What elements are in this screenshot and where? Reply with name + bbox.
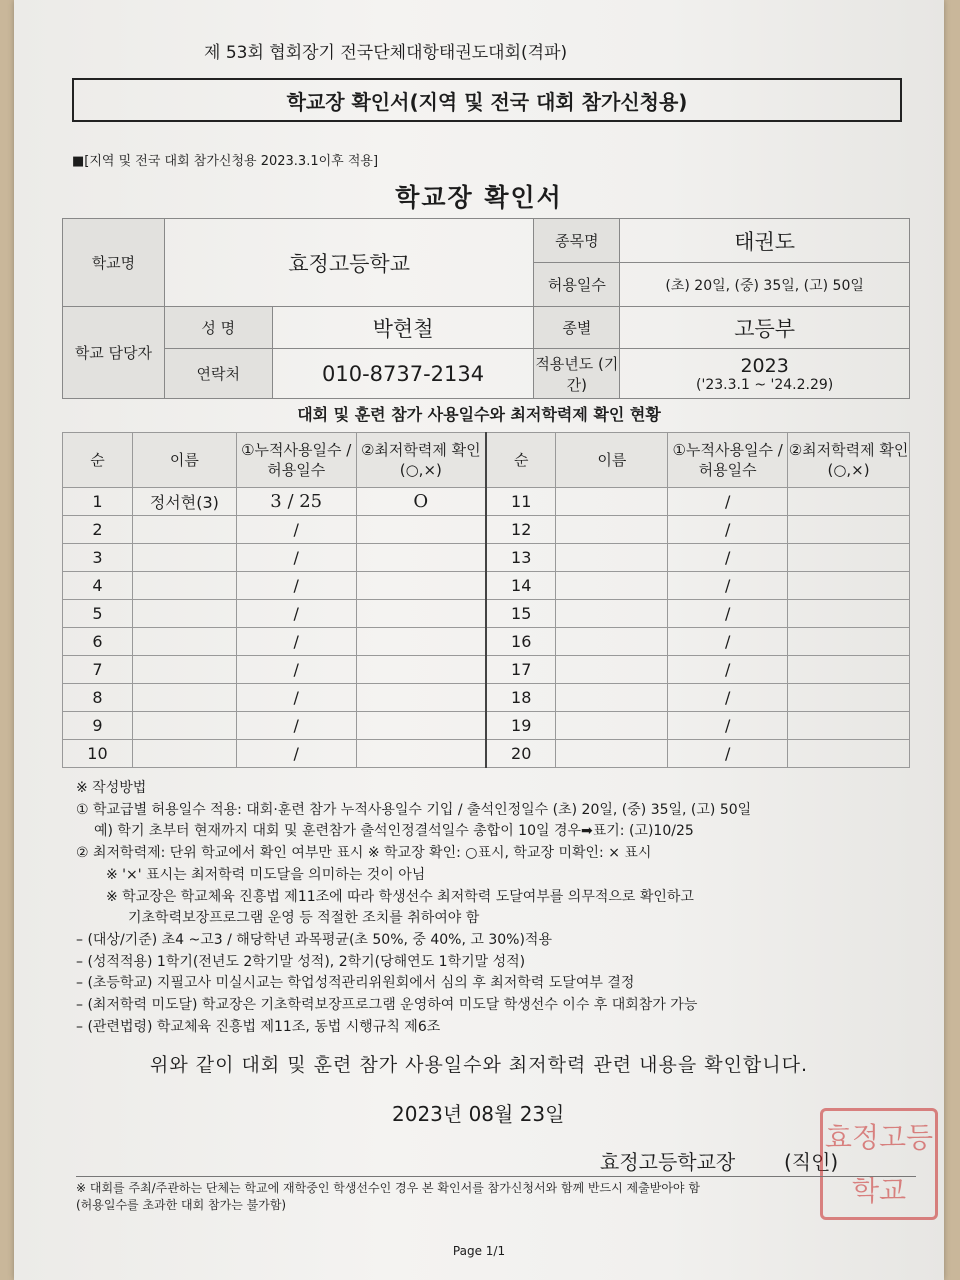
row-no: 6	[63, 628, 133, 656]
row-check	[788, 516, 910, 544]
row-no: 9	[63, 712, 133, 740]
official-seal-icon: 효정 고등 학교	[820, 1108, 938, 1220]
row-check	[356, 516, 486, 544]
row-days: /	[668, 488, 788, 516]
row-name	[556, 628, 668, 656]
instructions	[76, 778, 751, 1038]
row-no: 10	[63, 740, 133, 768]
row-name	[132, 656, 236, 684]
row-name	[556, 656, 668, 684]
row-check	[788, 740, 910, 768]
row-days: /	[236, 684, 356, 712]
instruction-line: – (초등학교) 지필고사 미실시교는 학업성적관리위원회에서 심의 후 최저학력 도달여부 결정	[76, 975, 635, 992]
table-row	[63, 488, 910, 516]
row-check	[356, 600, 486, 628]
row-name	[556, 712, 668, 740]
row-check	[356, 684, 486, 712]
row-no: 15	[486, 600, 556, 628]
row-no: 16	[486, 628, 556, 656]
footnote	[76, 1180, 700, 1214]
division-label: 종별	[534, 307, 620, 349]
table-row	[63, 712, 910, 740]
contact-label: 연락처	[164, 349, 272, 399]
period-label: 적용년도 (기간)	[534, 349, 620, 399]
row-check	[356, 740, 486, 768]
header-check: ②최저학력제 확인(○,×)	[356, 433, 486, 488]
row-check	[356, 628, 486, 656]
table-row	[63, 516, 910, 544]
banner-title: 학교장 확인서(지역 및 전국 대회 참가신청용)	[72, 78, 902, 122]
row-no: 14	[486, 572, 556, 600]
row-days: /	[236, 600, 356, 628]
row-name	[556, 600, 668, 628]
row-no: 12	[486, 516, 556, 544]
table-row	[63, 572, 910, 600]
row-no: 4	[63, 572, 133, 600]
row-no: 20	[486, 740, 556, 768]
row-days: /	[668, 516, 788, 544]
participation-table	[62, 432, 910, 768]
contact-value: 010-8737-2134	[272, 349, 534, 399]
row-days: 3 / 25	[236, 488, 356, 516]
applicability-note: ■[지역 및 전국 대회 참가신청용 2023.3.1이후 적용]	[72, 154, 379, 169]
row-days: /	[236, 572, 356, 600]
row-days: /	[668, 684, 788, 712]
row-name: 정서현(3)	[132, 488, 236, 516]
footnote-line: ※ 대회를 주최/주관하는 단체는 학교에 재학중인 학생선수인 경우 본 확인서를 참가신청서와 함께 반드시 제출받아야 함	[76, 1181, 700, 1195]
instruction-line: ① 학교급별 허용일수 적용: 대회·훈련 참가 누적사용일수 기입 / 출석인정일수 (초) 20일, (중) 35일, (고) 50일	[76, 801, 752, 818]
instruction-line: – (최저학력 미도달) 학교장은 기초학력보장프로그램 운영하여 미도달 학생선수 이수 후 대회참가 가능	[76, 997, 698, 1014]
page-number: Page 1/1	[452, 1244, 506, 1258]
row-no: 17	[486, 656, 556, 684]
instruction-line: – (성적적용) 1학기(전년도 2학기말 성적), 2학기(당해연도 1학기말 성적)	[76, 953, 526, 970]
row-no: 11	[486, 488, 556, 516]
instruction-line: ② 최저학력제: 단위 학교에서 확인 여부만 표시 ※ 학교장 확인: ○표시, 학교장 미확인: × 표시	[76, 845, 652, 862]
row-check	[356, 712, 486, 740]
row-days: /	[668, 544, 788, 572]
row-check	[356, 544, 486, 572]
table-row	[63, 600, 910, 628]
header-no: 순	[63, 433, 133, 488]
row-days: /	[668, 712, 788, 740]
row-days: /	[668, 600, 788, 628]
row-days: /	[668, 628, 788, 656]
school-name: 효정고등학교	[164, 219, 534, 307]
row-days: /	[668, 656, 788, 684]
principal-title: 효정고등학교장	[600, 1150, 736, 1174]
row-check	[356, 572, 486, 600]
row-no: 7	[63, 656, 133, 684]
row-name	[132, 544, 236, 572]
manager-name: 박현철	[272, 307, 534, 349]
row-name	[556, 572, 668, 600]
row-name	[556, 488, 668, 516]
instruction-line: – (관련법령) 학교체육 진흥법 제11조, 동법 시행규칙 제6조	[76, 1018, 441, 1035]
row-no: 5	[63, 600, 133, 628]
school-label: 학교명	[63, 219, 165, 307]
form-title: 학교장 확인서	[395, 183, 563, 212]
row-check	[788, 712, 910, 740]
header-check: ②최저학력제 확인(○,×)	[788, 433, 910, 488]
instruction-line: ※ 학교장은 학교체육 진흥법 제11조에 따라 학생선수 최저학력 도달여부를 의무적으로 확인하고	[106, 888, 694, 905]
row-name	[132, 600, 236, 628]
instruction-line: – (대상/기준) 초4 ~고3 / 해당학년 과목평균(초 50%, 중 40%, 고 30%)적용	[76, 931, 552, 948]
row-check	[788, 656, 910, 684]
row-no: 18	[486, 684, 556, 712]
row-check	[788, 600, 910, 628]
sport-label: 종목명	[534, 219, 620, 263]
confirmation-statement: 위와 같이 대회 및 훈련 참가 사용일수와 최저학력 관련 내용을 확인합니다.	[149, 1054, 809, 1076]
row-days: /	[236, 544, 356, 572]
row-name	[132, 628, 236, 656]
header-name: 이름	[132, 433, 236, 488]
row-name	[556, 516, 668, 544]
sport-value: 태권도	[620, 219, 910, 263]
row-no: 1	[63, 488, 133, 516]
row-check	[788, 684, 910, 712]
allowed-days-value: (초) 20일, (중) 35일, (고) 50일	[620, 263, 910, 307]
row-no: 2	[63, 516, 133, 544]
row-no: 13	[486, 544, 556, 572]
row-check	[788, 628, 910, 656]
row-no: 3	[63, 544, 133, 572]
row-check	[356, 656, 486, 684]
row-no: 8	[63, 684, 133, 712]
instruction-line: 예) 학기 초부터 현재까지 대회 및 훈련참가 출석인정결석일수 총합이 10일 경우➡표기: (고)10/25	[94, 823, 694, 840]
row-days: /	[236, 712, 356, 740]
event-title: 제 53회 협회장기 전국단체대항태권도대회(격파)	[204, 43, 568, 63]
division-value: 고등부	[620, 307, 910, 349]
row-no: 19	[486, 712, 556, 740]
row-name	[132, 684, 236, 712]
name-label: 성 명	[164, 307, 272, 349]
row-name	[132, 572, 236, 600]
header-days: ①누적사용일수 /허용일수	[236, 433, 356, 488]
period-cell	[620, 349, 910, 399]
row-name	[556, 684, 668, 712]
row-days: /	[668, 740, 788, 768]
row-days: /	[236, 740, 356, 768]
table-row	[63, 684, 910, 712]
row-name	[132, 740, 236, 768]
row-days: /	[236, 656, 356, 684]
year-value: 2023	[740, 354, 789, 377]
allowed-days-label: 허용일수	[534, 263, 620, 307]
document-page	[14, 0, 944, 1280]
row-name	[132, 516, 236, 544]
row-check: O	[356, 488, 486, 516]
table-row	[63, 628, 910, 656]
row-check	[788, 572, 910, 600]
instruction-line: ※ 작성방법	[76, 780, 147, 796]
header-no: 순	[486, 433, 556, 488]
header-days: ①누적사용일수 /허용일수	[668, 433, 788, 488]
row-name	[556, 740, 668, 768]
row-check	[788, 544, 910, 572]
instruction-line: ※ '×' 표시는 최저학력 미도달을 의미하는 것이 아님	[106, 866, 426, 883]
info-table	[62, 218, 910, 399]
manager-label: 학교 담당자	[63, 307, 165, 399]
footer-divider	[76, 1176, 916, 1177]
instruction-line: 기초학력보장프로그램 운영 등 적절한 조치를 취하여야 함	[128, 910, 480, 927]
row-name	[556, 544, 668, 572]
row-days: /	[236, 516, 356, 544]
table-row	[63, 656, 910, 684]
row-name	[132, 712, 236, 740]
footnote-line: (허용일수를 초과한 대회 참가는 불가함)	[76, 1198, 287, 1212]
row-days: /	[236, 628, 356, 656]
table-row	[63, 740, 910, 768]
header-name: 이름	[556, 433, 668, 488]
row-check	[788, 488, 910, 516]
section-title: 대회 및 훈련 참가 사용일수와 최저학력제 확인 현황	[297, 405, 661, 424]
principal-signature-line	[600, 1146, 838, 1175]
period-value: ('23.3.1 ~ '24.2.29)	[696, 376, 834, 393]
table-row	[63, 544, 910, 572]
seal-label: (직인)	[783, 1150, 839, 1174]
row-days: /	[668, 572, 788, 600]
issue-date: 2023년 08월 23일	[392, 1102, 565, 1126]
